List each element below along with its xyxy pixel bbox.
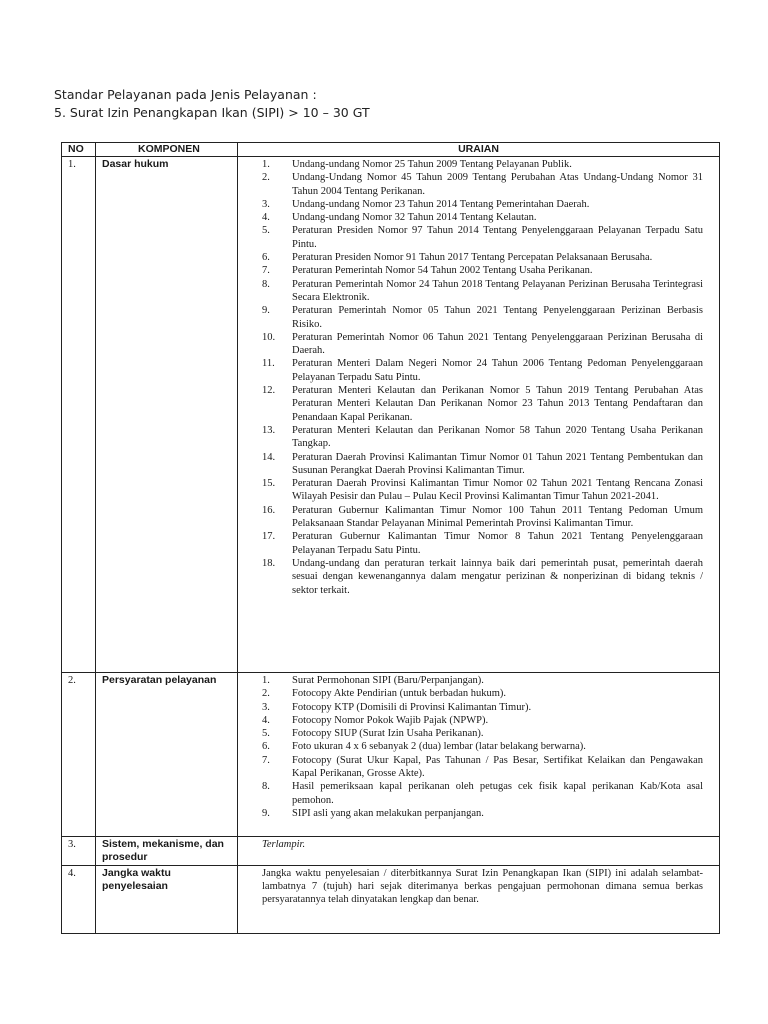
item-number: 14. <box>262 451 276 463</box>
item-number: 8. <box>262 781 270 793</box>
item-text: Peraturan Menteri Dalam Negeri Nomor 24 Tahun 2006 Tentang Pedoman Penyelenggaraan Pelayanan Terpadu Satu Pintu. <box>292 358 703 383</box>
table-row <box>62 673 720 837</box>
item-text: Undang-undang Nomor 25 Tahun 2009 Tentang Pelayanan Publik. <box>292 159 572 170</box>
item-text: Foto ukuran 4 x 6 sebanyak 2 (dua) lembar (latar belakang berwarna). <box>292 741 586 753</box>
row-uraian <box>238 157 720 673</box>
item-number: 2. <box>262 172 270 184</box>
list-item <box>262 714 703 727</box>
item-number: 17. <box>262 531 276 543</box>
list-item <box>262 477 703 504</box>
item-number: 13. <box>262 424 276 436</box>
item-text: Peraturan Pemerintah Nomor 06 Tahun 2021 Tentang Penyelenggaraan Perizinan Berusaha di Daerah. <box>292 331 703 357</box>
list-item <box>262 304 703 331</box>
requirements-list <box>262 674 703 820</box>
list-item <box>262 740 703 753</box>
row-number: 1. <box>62 157 96 673</box>
item-number: 3. <box>262 701 270 713</box>
heading-line-1: Standar Pelayanan pada Jenis Pelayanan : <box>54 87 317 102</box>
item-text: Peraturan Daerah Provinsi Kalimantan Timur Nomor 02 Tahun 2021 Tentang Rencana Zonasi Wilayah Pesisir dan Pulau – Pulau Kecil Provinsi Kalimantan Timur Tahun 2021-2041. <box>292 478 703 503</box>
item-text: Peraturan Pemerintah Nomor 54 Tahun 2002 Tentang Usaha Perikanan. <box>292 265 593 277</box>
list-item <box>262 251 703 264</box>
list-item <box>262 331 703 358</box>
item-text: SIPI asli yang akan melakukan perpanjangan. <box>292 807 484 819</box>
list-item <box>262 264 703 277</box>
item-text: Fotocopy Akte Pendirian (untuk berbadan hukum). <box>292 688 507 700</box>
item-number: 9. <box>262 305 270 317</box>
item-number: 12. <box>262 385 276 397</box>
item-number: 8. <box>262 278 270 290</box>
item-number: 6. <box>262 741 270 753</box>
item-number: 18. <box>262 557 276 569</box>
table-row <box>62 865 720 933</box>
item-number: 5. <box>262 728 270 740</box>
item-number: 10. <box>262 331 276 343</box>
list-item <box>262 211 703 224</box>
service-standard-table <box>61 142 720 934</box>
item-text: Fotocopy KTP (Domisili di Provinsi Kalimantan Timur). <box>292 701 532 713</box>
item-number: 7. <box>262 265 270 277</box>
item-number: 15. <box>262 478 276 490</box>
item-text: Fotocopy SIUP (Surat Izin Usaha Perikanan). <box>292 728 484 740</box>
item-number: 6. <box>262 252 270 264</box>
item-number: 16. <box>262 504 276 516</box>
item-text: Peraturan Daerah Provinsi Kalimantan Timur Nomor 01 Tahun 2021 Tentang Pembentukan dan Susunan Perangkat Daerah Provinsi Kalimantan Timur. <box>292 451 703 476</box>
item-text: Hasil pemeriksaan kapal perikanan oleh petugas cek fisik kapal perikanan Kab/Kota asal pemohon. <box>292 781 703 806</box>
list-item <box>262 530 703 557</box>
table-header-row <box>62 143 720 157</box>
table-row <box>62 157 720 673</box>
header-uraian: URAIAN <box>238 143 720 157</box>
list-item <box>262 780 703 807</box>
item-number: 4. <box>262 714 270 726</box>
item-text: Undang-undang dan peraturan terkait lainnya baik dari pemerintah pusat, pemerintah daerah sesuai dengan kewenangannya dalam mengatur perizinan & nonperizinan di bidang teknis / sektor terkait. <box>292 557 703 596</box>
list-item <box>262 674 703 687</box>
row-uraian <box>238 837 720 866</box>
item-number: 9. <box>262 807 270 819</box>
row-komponen: Dasar hukum <box>96 157 238 673</box>
list-item <box>262 384 703 424</box>
item-text: Surat Permohonan SIPI (Baru/Perpanjangan). <box>292 675 484 686</box>
list-item <box>262 198 703 211</box>
item-text: Peraturan Pemerintah Nomor 24 Tahun 2018 Tentang Pelayanan Perizinan Berusaha Terintegrasi Secara Elektronik. <box>292 278 703 303</box>
list-item <box>262 224 703 251</box>
list-item <box>262 158 703 171</box>
item-text: Undang-Undang Nomor 45 Tahun 2009 Tentang Perubahan Atas Undang-Undang Nomor 31 Tahun 2004 Tentang Perikanan. <box>292 172 703 197</box>
list-item <box>262 727 703 740</box>
item-number: 1. <box>262 675 270 686</box>
item-text: Fotocopy (Surat Ukur Kapal, Pas Tahunan / Pas Besar, Sertifikat Kelaikan dan Pengawakan Kapal Perikanan, Grosse Akte). <box>292 754 703 780</box>
header-komponen: KOMPONEN <box>96 143 238 157</box>
item-text: Peraturan Menteri Kelautan dan Perikanan Nomor 5 Tahun 2019 Tentang Perubahan Atas Peraturan Menteri Kelautan Dan Perikanan Nomor 23 Tahun 2013 Tentang Pendaftaran dan Penandaan Kapal Perikanan. <box>292 385 703 423</box>
item-text: Peraturan Menteri Kelautan dan Perikanan Nomor 58 Tahun 2020 Tentang Usaha Perikanan Tangkap. <box>292 424 703 450</box>
header-no: NO <box>62 143 96 157</box>
item-text: Undang-undang Nomor 23 Tahun 2014 Tentang Pemerintahan Daerah. <box>292 198 590 210</box>
item-number: 3. <box>262 198 270 210</box>
list-item <box>262 701 703 714</box>
list-item <box>262 278 703 305</box>
list-item <box>262 557 703 597</box>
row-uraian <box>238 865 720 933</box>
item-text: Peraturan Presiden Nomor 91 Tahun 2017 Tentang Percepatan Pelaksanaan Berusaha. <box>292 252 653 264</box>
item-number: 7. <box>262 754 270 766</box>
item-text: Peraturan Pemerintah Nomor 05 Tahun 2021 Tentang Penyelenggaraan Perizinan Berbasis Risiko. <box>292 305 703 330</box>
list-item <box>262 687 703 700</box>
item-number: 11. <box>262 358 275 370</box>
completion-time-text: Jangka waktu penyelesaian / diterbitkannya Surat Izin Penangkapan Ikan (SIPI) ini adalah selambat-lambatnya 7 (tujuh) hari sejak diterimanya berkas pengajuan permohonan dimana semua berkas persyaratannya telah dinyatakan lengkap dan benar. <box>262 867 703 906</box>
list-item <box>262 171 703 198</box>
item-text: Fotocopy Nomor Pokok Wajib Pajak (NPWP). <box>292 714 489 726</box>
row-number: 2. <box>62 673 96 837</box>
row-komponen: Persyaratan pelayanan <box>96 673 238 837</box>
item-text: Undang-undang Nomor 32 Tahun 2014 Tentang Kelautan. <box>292 212 537 224</box>
list-item <box>262 451 703 478</box>
item-number: 4. <box>262 212 270 224</box>
row-uraian <box>238 673 720 837</box>
row-number: 3. <box>62 837 96 866</box>
item-text: Peraturan Presiden Nomor 97 Tahun 2014 Tentang Penyelenggaraan Pelayanan Terpadu Satu Pintu. <box>292 225 703 250</box>
list-item <box>262 424 703 451</box>
heading-line-2: 5. Surat Izin Penangkapan Ikan (SIPI) > 10 – 30 GT <box>54 105 370 120</box>
row-komponen: Sistem, mekanisme, dan prosedur <box>96 837 238 866</box>
list-item <box>262 754 703 781</box>
row-number: 4. <box>62 865 96 933</box>
legal-basis-list <box>262 158 703 597</box>
procedure-text: Terlampir. <box>262 839 306 850</box>
list-item <box>262 504 703 531</box>
list-item <box>262 807 703 820</box>
row-komponen: Jangka waktu penyelesaian <box>96 865 238 933</box>
document-heading <box>54 86 370 122</box>
item-text: Peraturan Gubernur Kalimantan Timur Nomor 8 Tahun 2021 Tentang Penyelenggaraan Pelayanan Terpadu Satu Pintu. <box>292 531 703 556</box>
item-text: Peraturan Gubernur Kalimantan Timur Nomor 100 Tahun 2011 Tentang Pedoman Umum Pelaksanaan Standar Pelayanan Minimal Pemerintah Provinsi Kalimantan Timur. <box>292 504 703 530</box>
list-item <box>262 357 703 384</box>
item-number: 1. <box>262 159 270 170</box>
item-number: 5. <box>262 225 270 237</box>
item-number: 2. <box>262 688 270 700</box>
table-row <box>62 837 720 866</box>
